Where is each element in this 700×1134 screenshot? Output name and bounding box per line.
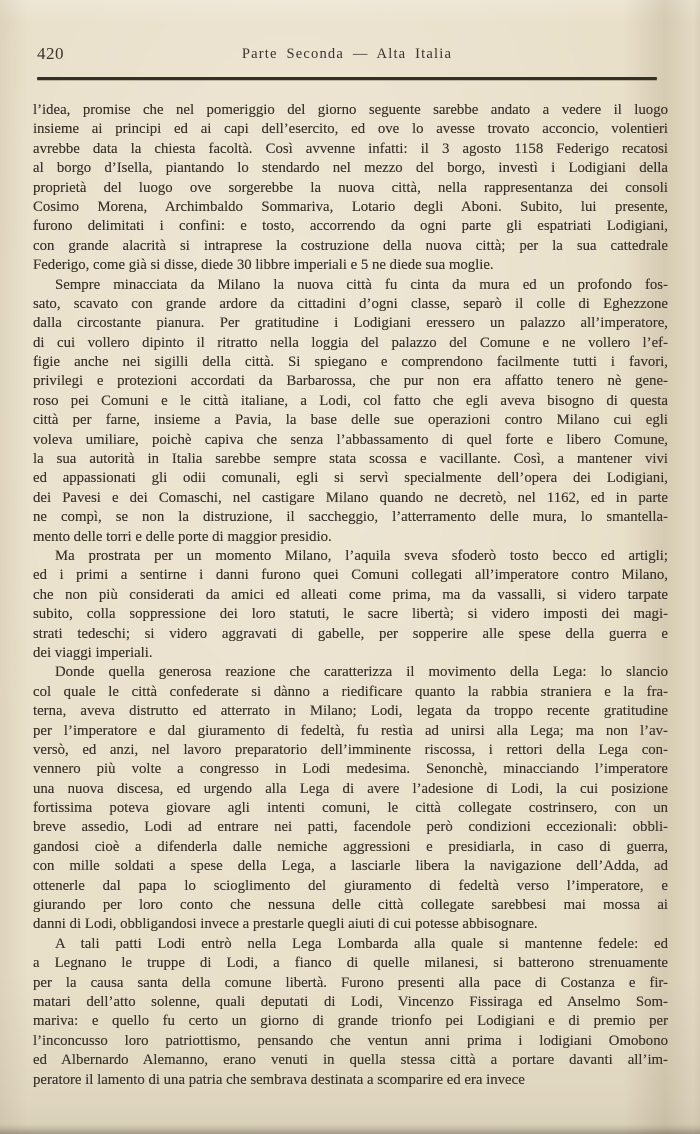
text-line: la sua autorità in Italia sarebbe sempre stata scossa e vacillante. Così, a mantener vivi (33, 451, 668, 468)
text-line: dei Pavesi e dei Comaschi, nel castigare Milano quando ne decretò, nel 1162, ed in parte (33, 489, 668, 506)
text-line: Federigo, come già si disse, diede 30 libbre imperiali e 5 ne diede sua moglie. (33, 257, 494, 274)
page-number: 420 (37, 44, 64, 63)
text-line: con mille soldati a spese della Lega, a lasciarle libera la navigazione dell’Adda, ad (33, 858, 668, 875)
text-line: una nuova discesa, ed urgendo alla Lega di avere l’adesione di Lodi, la cui posizione (33, 780, 668, 797)
text-line: ed Albernardo Alemanno, erano venuti in quella stessa città a portare davanti all’im- (33, 1052, 668, 1069)
text-line: ed i primi a sentirne i danni furono quei Comuni collegati all’imperatore contro Milano, (33, 567, 668, 584)
text-line: danni di Lodi, obbligandosi invece a prestarle quegli aiuti di cui potesse abbisognare. (33, 916, 538, 933)
text-line: subito, colla soppressione dei loro statuti, le sacre libertà; si videro imposti dei magi- (33, 606, 668, 623)
body-text (33, 101, 668, 1090)
page-bottom-scan-shadow (0, 1124, 700, 1134)
text-line: mariva: e quello fu certo un giorno di grande trionfo pei Lodigiani e di premio per (33, 1013, 668, 1030)
paragraph (33, 547, 668, 663)
text-line: Cosimo Morena, Archimbaldo Sommariva, Lotario degli Aboni. Subito, lui presente, (33, 198, 668, 215)
paragraph (33, 935, 668, 1090)
text-line: gandosi cioè a difenderla dalle nemiche aggressioni e presidiarla, in caso di guerra, (33, 838, 668, 855)
text-line: proprietà del luogo ove sorgerebbe la nuova città, nella rappresentanza dei consoli (33, 179, 668, 196)
text-line: figie anche nei sigilli della città. Si spiegano e comprendono facilmente tutti i favori, (33, 354, 668, 371)
text-line: dei viaggi imperiali. (33, 644, 153, 661)
text-line: Donde quella generosa reazione che caratterizza il movimento della Lega: lo slancio (55, 664, 668, 681)
text-line: roso pei Comuni e le città italiane, a Lodi, col fatto che egli aveva bisogno di questa (33, 392, 668, 409)
text-line: avrebbe data la chiesta facoltà. Così avvenne infatti: il 3 agosto 1158 Federigo recatosi (33, 140, 668, 157)
text-line: dalla circostante pianura. Per gratitudine i Lodigiani eressero un palazzo all’imperatore, (33, 315, 668, 332)
text-line: A tali patti Lodi entrò nella Lega Lombarda alla quale si mantenne fedele: ed (55, 935, 668, 952)
text-line: ottenerle dal papa lo scioglimento del giuramento di fedeltà verso l’imperatore, e (33, 877, 668, 894)
text-line: insieme ai principi ed ai capi dell’esercito, ed ove lo avesse trovato acconcio, volentieri (33, 121, 668, 138)
paragraph (33, 276, 668, 547)
text-line: ne compì, se non la distruzione, il saccheggio, l’atterramento delle mura, lo smantella- (33, 509, 668, 526)
text-line: per la causa santa della comune libertà. Furono presenti alla pace di Costanza e fir- (33, 974, 668, 991)
text-line: sato, scavato con grande ardore da cittadini d’ogni classe, separò il colle di Eghezzone (33, 295, 668, 312)
paragraph (33, 663, 668, 934)
text-line: città per farne, insieme a Pavia, la base delle sue operazioni contro Milano cui egli (33, 412, 668, 429)
text-line: col quale le città confederate si dànno a riedificare quanto la rabbia straniera e la fra- (33, 683, 668, 700)
text-line: mento delle torri e delle porte di maggior presidio. (33, 528, 332, 545)
text-line: privilegi e protezioni accordati da Barbarossa, che pur non era affatto tenero nè gene- (33, 373, 668, 390)
text-line: al borgo d’Isella, piantando lo stendardo nel mezzo del borgo, investì i Lodigiani della (33, 160, 668, 177)
text-line: ed appassionati gli odii comunali, egli si servì specialmente dell’opera dei Lodigiani, (33, 470, 668, 487)
running-header-title: Parte Seconda — Alta Italia (241, 46, 453, 62)
text-line: fortissima poteva giovare agli intenti comuni, le città collegate costrinsero, con un (33, 800, 668, 817)
text-line: versò, ed anzi, nel lavoro preparatorio dell’imminente riscossa, i rettori della Lega con- (33, 741, 668, 758)
header-rule (37, 77, 657, 80)
text-line: per l’imperatore e dal giuramento di fedeltà, fu restìa ad unirsi alla Lega; ma non l’av- (33, 722, 668, 739)
text-line: voleva umiliare, poichè capiva che senza l’abbassamento di quel forte e libero Comune, (33, 431, 668, 448)
text-line: furono delimitati i confini: e tosto, accorrendo da ogni parte gli espatriati Lodigiani, (33, 218, 668, 235)
text-line: Sempre minacciata da Milano la nuova città fu cinta da mura ed un profondo fos- (55, 276, 668, 293)
text-line: terna, aveva distrutto ed atterrato in Milano; Lodi, legata da troppo recente gratitudine (33, 703, 668, 720)
text-line: giurando per loro conto che nessuna delle città collegate sarebbesi mai mossa ai (33, 897, 668, 914)
text-line: Ma prostrata per un momento Milano, l’aquila sveva sfoderò tosto becco ed artigli; (55, 547, 668, 564)
text-line: vennero più volte a congresso in Lodi medesima. Senonchè, minacciando l’imperatore (33, 761, 668, 778)
text-line: l’idea, promise che nel pomeriggio del giorno seguente sarebbe andato a vedere il luogo (33, 102, 668, 118)
text-line: breve assedio, Lodi ad entrare nei patti, facendole però condizioni eccezionali: obbli- (33, 819, 668, 836)
running-head (37, 44, 657, 66)
text-line: l’inconcusso loro patriottismo, pensando che ventun anni prima i lodigiani Omobono (33, 1032, 668, 1049)
text-line: che non più considerati da amici ed alleati come prima, ma da vassalli, si videro tarpate (33, 586, 668, 603)
text-line: peratore il lamento di una patria che sembrava destinata a scomparire ed era invece (33, 1071, 525, 1088)
text-line: strati tedeschi; si videro aggravati di gabelle, per sopperire alle spese della guerra e (33, 625, 668, 642)
paragraph (33, 101, 668, 276)
text-line: con grande alacrità si intraprese la costruzione della nuova città; per la sua cattedrale (33, 237, 668, 254)
text-line: matari dell’atto solenne, quali deputati di Lodi, Vincenzo Fissiraga ed Anselmo Som- (33, 993, 668, 1010)
text-line: a Legnano le truppe di Lodi, a fianco di quelle milanesi, si batterono strenuamente (33, 955, 668, 972)
text-line: di cui vollero dipinto il ritratto nella loggia del palazzo del Comune e ne vollero l’ef- (33, 334, 668, 351)
